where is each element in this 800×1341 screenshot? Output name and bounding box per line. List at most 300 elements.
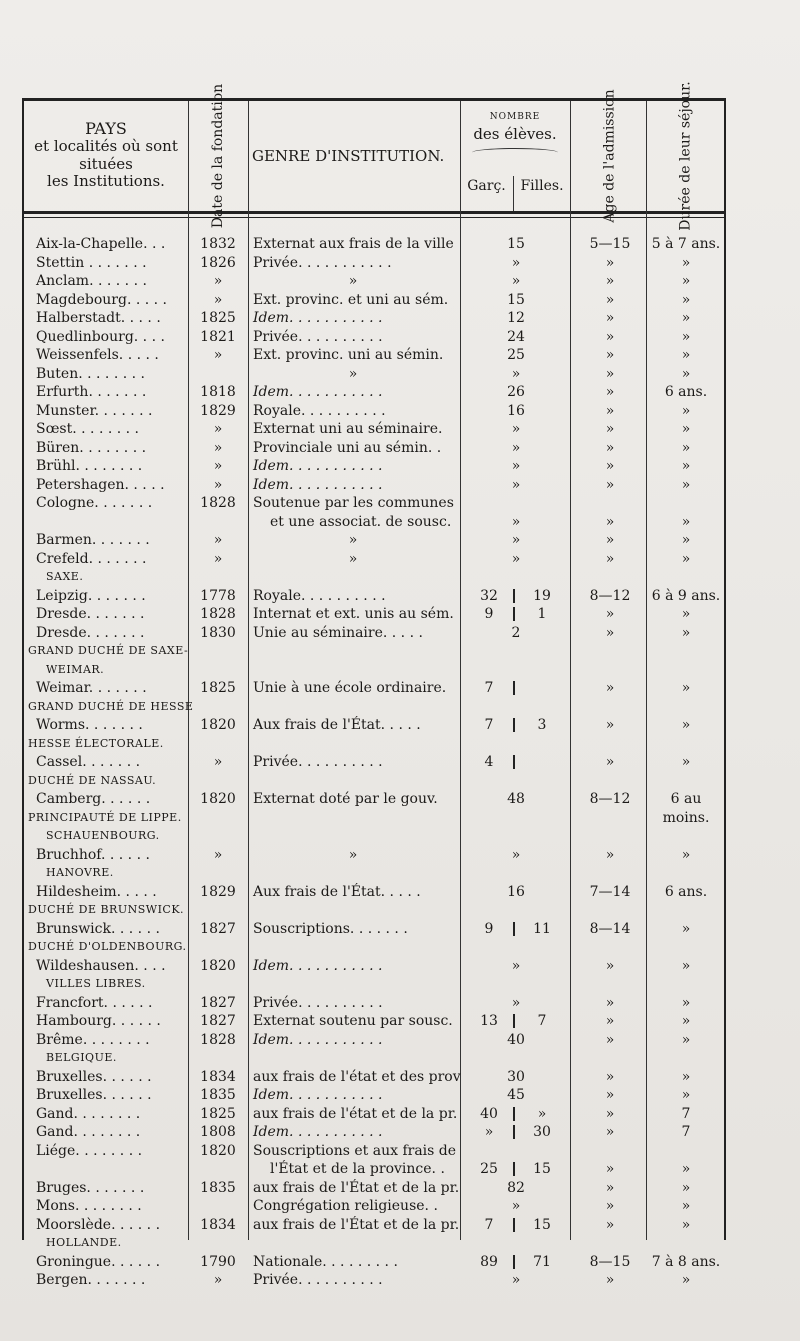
table-row <box>24 957 724 975</box>
age-cell: » <box>605 365 615 382</box>
header-rule <box>24 211 724 214</box>
duration-cell: » <box>681 680 691 696</box>
pupil-count-cell: » <box>511 1198 521 1214</box>
pupil-count-cell: » <box>511 532 521 548</box>
genre-cell: Privée. . . . . . . . . . <box>253 994 383 1011</box>
genre-cell: Privée. . . . . . . . . . . <box>253 254 392 271</box>
place-cell: Cassel. . . . . . . <box>36 754 141 770</box>
header-date: Date de la fondation <box>210 83 226 229</box>
age-cell: 5—15 <box>589 236 631 252</box>
table-row <box>24 402 724 420</box>
region-heading-row <box>24 642 724 660</box>
region-heading-row <box>24 698 724 716</box>
duration-cell: » <box>681 310 691 326</box>
date-cell: 1828 <box>200 495 236 511</box>
genre-cell: Externat uni au séminaire. <box>253 421 443 437</box>
duration-cell: » <box>681 421 691 437</box>
region-heading: DUCHÉ DE BRUNSWICK. <box>28 903 185 916</box>
date-cell: » <box>213 347 223 363</box>
date-cell: » <box>213 476 223 493</box>
header-pays <box>24 120 188 190</box>
region-heading: SCHAUENBOURG. <box>46 829 160 842</box>
girls-count-cell: » <box>537 1105 547 1122</box>
age-cell: » <box>605 957 615 974</box>
genre-cell: Royale. . . . . . . . . . <box>253 587 386 604</box>
pupil-count-cell: 25 <box>507 347 525 363</box>
region-heading-row <box>24 827 724 845</box>
date-cell: 1834 <box>200 1068 236 1085</box>
age-cell: » <box>605 254 615 271</box>
age-cell: » <box>605 1105 615 1122</box>
region-heading: HESSE ÉLECTORALE. <box>28 736 164 750</box>
age-cell: » <box>605 754 615 770</box>
pupil-count-cell: 48 <box>507 791 525 807</box>
table-row <box>24 1253 724 1271</box>
region-heading: WEIMAR. <box>46 662 105 676</box>
table-row <box>24 476 724 494</box>
genre-cell: aux frais de l'État et de la pr. <box>253 1216 460 1233</box>
girls-count-cell: 30 <box>533 1124 551 1140</box>
date-cell: 1827 <box>200 1013 236 1029</box>
age-cell: » <box>605 1272 615 1288</box>
table-row <box>24 494 724 512</box>
region-heading-row <box>24 772 724 790</box>
place-cell: Hambourg. . . . . . <box>36 1013 161 1029</box>
age-cell: » <box>605 402 615 419</box>
duration-cell: » <box>681 1013 691 1029</box>
duration-cell: » <box>681 1087 691 1103</box>
girls-count-cell: 1 <box>537 606 547 622</box>
date-cell: 1821 <box>200 328 236 345</box>
duration-cell: » <box>681 1068 691 1085</box>
table-row <box>24 716 724 734</box>
date-cell: 1808 <box>200 1124 236 1140</box>
genre-cell: Royale. . . . . . . . . . <box>253 402 386 419</box>
duration-cell: » <box>681 273 691 289</box>
pupil-count-cell: » <box>511 994 521 1011</box>
date-cell: 1828 <box>200 1031 236 1048</box>
pupil-count-cell: » <box>511 476 521 493</box>
table-row <box>24 753 724 771</box>
table-row <box>24 272 724 290</box>
table-row <box>24 420 724 438</box>
count-separator <box>513 718 515 732</box>
pupil-count-cell: 82 <box>507 1179 525 1196</box>
genre-cell: » <box>348 550 358 567</box>
institutions-table <box>22 81 726 1288</box>
header-nombre-sub: des élèves. <box>473 125 557 143</box>
table-row <box>24 309 724 327</box>
place-cell: Cologne. . . . . . . <box>36 495 153 511</box>
pupil-count-cell: 12 <box>507 310 525 326</box>
duration-cell: » <box>681 717 691 733</box>
duration-cell: » <box>681 994 691 1011</box>
duration-cell: » <box>681 402 691 419</box>
count-separator <box>513 589 515 603</box>
age-cell: » <box>605 310 615 326</box>
count-separator <box>513 1218 515 1232</box>
pupil-count-cell: » <box>511 421 521 437</box>
place-cell: Buten. . . . . . . . <box>36 365 145 382</box>
place-cell: Moorslède. . . . . . <box>36 1216 161 1233</box>
region-heading-row <box>24 661 724 679</box>
genre-cell: l'État et de la province. . <box>270 1161 445 1177</box>
place-cell: Francfort. . . . . . <box>36 994 153 1011</box>
count-separator <box>513 607 515 621</box>
table-row <box>24 1105 724 1123</box>
date-cell: 1825 <box>200 1105 236 1122</box>
boys-count-cell: 40 <box>480 1105 498 1122</box>
region-heading-row <box>24 1049 724 1067</box>
girls-count-cell: 19 <box>533 587 551 604</box>
genre-cell: Idem. . . . . . . . . . . <box>253 476 383 493</box>
duration-cell: 5 à 7 ans. <box>651 236 721 252</box>
table-row <box>24 624 724 642</box>
pupil-count-cell: 30 <box>507 1068 525 1085</box>
pupil-count-cell: » <box>511 365 521 382</box>
duration-cell: » <box>681 347 691 363</box>
duration-cell: 6 ans. <box>664 384 708 400</box>
duration-cell: » <box>681 532 691 548</box>
date-cell: 1820 <box>200 957 236 974</box>
place-cell: Magdebourg. . . . . <box>36 291 168 308</box>
pupil-count-cell: » <box>511 550 521 567</box>
header-rule-thin <box>24 217 724 218</box>
place-cell: Leipzig. . . . . . . <box>36 587 146 604</box>
duration-cell: » <box>681 291 691 308</box>
age-cell: » <box>605 1031 615 1048</box>
table-row <box>24 1216 724 1234</box>
age-cell: » <box>605 273 615 289</box>
count-separator <box>513 1125 515 1139</box>
age-cell: 8—12 <box>589 791 631 807</box>
count-separator <box>513 1255 515 1269</box>
table-row <box>24 1179 724 1197</box>
table-row <box>24 994 724 1012</box>
duration-cell: » <box>681 1216 691 1233</box>
place-cell: Bruxelles. . . . . . <box>36 1087 152 1103</box>
pupil-count-cell: » <box>511 254 521 271</box>
header-age: Age de l'admission <box>601 89 618 223</box>
date-cell: » <box>213 550 223 567</box>
table-row <box>24 383 724 401</box>
place-cell: Anclam. . . . . . . <box>36 273 147 289</box>
place-cell: Quedlinbourg. . . . <box>36 328 165 345</box>
header-pays-line: situées <box>79 154 133 173</box>
boys-count-cell: 13 <box>480 1013 498 1029</box>
pupil-count-cell: » <box>511 273 521 289</box>
age-cell: » <box>605 1087 615 1103</box>
duration-cell: » <box>681 1198 691 1214</box>
place-cell: Sœst. . . . . . . . <box>36 421 139 437</box>
date-cell: 1820 <box>200 1142 236 1159</box>
place-cell: Crefeld. . . . . . . <box>36 550 147 567</box>
place-cell: Liége. . . . . . . . <box>36 1142 143 1159</box>
duration-cell: » <box>681 624 691 641</box>
date-cell: 1834 <box>200 1216 236 1233</box>
genre-cell: aux frais de l'État et de la pr. <box>253 1179 460 1196</box>
header-duree: Durée de leur séjour. <box>677 81 694 231</box>
table-row <box>24 550 724 568</box>
place-cell: Weimar. . . . . . . <box>36 680 147 696</box>
boys-count-cell: 89 <box>480 1253 498 1270</box>
genre-cell: » <box>348 273 358 289</box>
age-cell: » <box>605 1013 615 1029</box>
age-cell: » <box>605 1216 615 1233</box>
pupil-count-cell: » <box>511 458 521 474</box>
table-row <box>24 605 724 623</box>
girls-count-cell: 7 <box>537 1013 547 1029</box>
duration-cell: 6 au <box>670 791 702 807</box>
boys-count-cell: 7 <box>484 717 494 733</box>
date-cell: » <box>213 439 223 456</box>
genre-cell: Souscriptions. . . . . . . <box>253 920 408 937</box>
table-row <box>24 1123 724 1141</box>
duration-cell: moins. <box>662 809 710 826</box>
genre-cell: Externat doté par le gouv. <box>253 791 438 807</box>
pupil-count-cell: 15 <box>507 291 525 308</box>
date-cell: 1825 <box>200 680 236 696</box>
age-cell: » <box>605 513 615 530</box>
place-cell: Bruges. . . . . . . <box>36 1179 145 1196</box>
age-cell: » <box>605 1161 615 1177</box>
boys-count-cell: 9 <box>484 606 494 622</box>
duration-cell: » <box>681 846 691 863</box>
genre-cell: Idem. . . . . . . . . . . <box>253 1124 383 1140</box>
region-heading-row <box>24 975 724 993</box>
table-row <box>24 457 724 475</box>
genre-cell: Privée. . . . . . . . . . <box>253 328 383 345</box>
age-cell: » <box>605 291 615 308</box>
age-cell: » <box>605 439 615 456</box>
date-cell: 1820 <box>200 791 236 807</box>
genre-cell: Unie à une école ordinaire. <box>253 680 447 696</box>
date-cell: 1828 <box>200 606 236 622</box>
header-nombre: NOMBRE <box>489 112 541 122</box>
duration-cell: » <box>681 328 691 345</box>
place-cell: Hildesheim. . . . . <box>36 883 157 900</box>
pupil-count-cell: 2 <box>511 624 521 641</box>
table-row <box>24 513 724 531</box>
table-row <box>24 346 724 364</box>
date-cell: » <box>213 291 223 308</box>
date-cell: » <box>213 273 223 289</box>
place-cell: Bergen. . . . . . . <box>36 1272 146 1288</box>
place-cell: Munster. . . . . . . <box>36 402 153 419</box>
date-cell: 1827 <box>200 994 236 1011</box>
genre-cell: » <box>348 365 358 382</box>
age-cell: » <box>605 384 615 400</box>
age-cell: » <box>605 532 615 548</box>
header-brace <box>472 148 558 157</box>
duration-cell: » <box>681 606 691 622</box>
table-row <box>24 365 724 383</box>
region-heading: BELGIQUE. <box>46 1051 117 1064</box>
age-cell: » <box>605 846 615 863</box>
place-cell: Camberg. . . . . . <box>36 791 151 807</box>
place-cell: Dresde. . . . . . . <box>36 624 145 641</box>
boys-count-cell: 25 <box>480 1161 498 1177</box>
genre-cell: » <box>348 532 358 548</box>
genre-cell: Idem. . . . . . . . . . . <box>253 384 383 400</box>
table-row <box>24 1086 724 1104</box>
pupil-count-cell: 26 <box>507 384 525 400</box>
duration-cell: » <box>681 458 691 474</box>
header-pays-line: les Institutions. <box>47 171 165 190</box>
region-heading-row <box>24 1234 724 1252</box>
genre-cell: Idem. . . . . . . . . . . <box>253 1087 383 1103</box>
duration-cell: » <box>681 365 691 382</box>
genre-cell: Privée. . . . . . . . . . <box>253 754 383 770</box>
genre-cell: Aux frais de l'État. . . . . <box>253 883 421 900</box>
table-row <box>24 1271 724 1289</box>
table-row <box>24 291 724 309</box>
table-row <box>24 587 724 605</box>
age-cell: » <box>605 1198 615 1214</box>
region-heading-row <box>24 568 724 586</box>
date-cell: 1778 <box>200 587 236 604</box>
genre-cell: Souscriptions et aux frais de <box>253 1142 457 1159</box>
table-row <box>24 1012 724 1030</box>
region-heading: GRAND DUCHÉ DE SAXE- <box>28 644 189 657</box>
age-cell: » <box>605 1179 615 1196</box>
genre-cell: Nationale. . . . . . . . . <box>253 1253 398 1270</box>
pupil-count-cell: » <box>511 1272 521 1288</box>
genre-cell: Externat aux frais de la ville <box>253 236 454 252</box>
region-heading-row <box>24 938 724 956</box>
table-row <box>24 846 724 864</box>
place-cell: Bruchhof. . . . . . <box>36 846 150 863</box>
pupil-count-cell: » <box>511 439 521 456</box>
date-cell: » <box>213 1272 223 1288</box>
table-row <box>24 679 724 697</box>
genre-cell: » <box>348 846 358 863</box>
table-row <box>24 883 724 901</box>
place-cell: Aix-la-Chapelle. . . <box>36 236 166 252</box>
table-row <box>24 531 724 549</box>
age-cell: » <box>605 347 615 363</box>
header-garcons: Garç. <box>467 178 506 194</box>
date-cell: » <box>213 421 223 437</box>
duration-cell: » <box>681 550 691 567</box>
date-cell: 1820 <box>200 717 236 733</box>
header-genre: GENRE D'INSTITUTION. <box>252 147 445 165</box>
boys-count-cell: » <box>484 1124 494 1140</box>
genre-cell: Ext. provinc. uni au sémin. <box>253 347 444 363</box>
table-row <box>24 1197 724 1215</box>
place-cell: Wildeshausen. . . . <box>36 957 166 974</box>
genre-cell: aux frais de l'état et de la pr. <box>253 1105 458 1122</box>
date-cell: » <box>213 458 223 474</box>
region-heading: HOLLANDE. <box>46 1236 122 1249</box>
duration-cell: » <box>681 754 691 770</box>
age-cell: » <box>605 624 615 641</box>
header-pays-line: et localités où sont <box>34 137 178 156</box>
age-cell: » <box>605 717 615 733</box>
boys-count-cell: 32 <box>480 587 498 604</box>
girls-count-cell: 15 <box>533 1161 551 1177</box>
duration-cell: » <box>681 957 691 974</box>
date-cell: 1830 <box>200 624 236 641</box>
pupil-count-cell: 45 <box>507 1087 525 1103</box>
place-cell: Büren. . . . . . . . <box>36 439 147 456</box>
pupil-count-cell: » <box>511 513 521 530</box>
duration-cell: » <box>681 1179 691 1196</box>
region-heading: PRINCIPAUTÉ DE LIPPE. <box>28 810 182 824</box>
table-row <box>24 235 724 253</box>
pupil-count-cell: 16 <box>507 402 525 419</box>
boys-count-cell: 9 <box>484 920 494 937</box>
date-cell: 1829 <box>200 883 236 900</box>
age-cell: 8—12 <box>589 587 631 604</box>
place-cell: Dresde. . . . . . . <box>36 606 145 622</box>
genre-cell: Aux frais de l'État. . . . . <box>253 717 421 733</box>
genre-cell: Ext. provinc. et uni au sém. <box>253 291 449 308</box>
count-separator <box>513 922 515 936</box>
place-cell: Bruxelles. . . . . . <box>36 1068 152 1085</box>
date-cell: » <box>213 532 223 548</box>
age-cell: » <box>605 680 615 696</box>
duration-cell: 7 à 8 ans. <box>651 1253 721 1270</box>
pupil-count-cell: 24 <box>507 328 525 345</box>
place-cell: Gand. . . . . . . . <box>36 1105 141 1122</box>
age-cell: 7—14 <box>589 883 631 900</box>
age-cell: » <box>605 458 615 474</box>
age-cell: » <box>605 550 615 567</box>
age-cell: » <box>605 328 615 345</box>
region-heading: VILLES LIBRES. <box>46 977 146 990</box>
age-cell: » <box>605 994 615 1011</box>
genre-cell: Idem. . . . . . . . . . . <box>253 458 383 474</box>
date-cell: 1825 <box>200 310 236 326</box>
region-heading-row <box>24 901 724 919</box>
genre-cell: Idem. . . . . . . . . . . <box>253 957 383 974</box>
age-cell: 8—15 <box>589 1253 631 1270</box>
age-cell: » <box>605 421 615 437</box>
pupil-count-cell: » <box>511 846 521 863</box>
genre-cell: Provinciale uni au sémin. . <box>253 439 442 456</box>
duration-cell: » <box>681 439 691 456</box>
date-cell: 1832 <box>200 236 236 252</box>
date-cell: 1835 <box>200 1087 236 1103</box>
date-cell: 1827 <box>200 920 236 937</box>
genre-cell: Privée. . . . . . . . . . <box>253 1272 383 1288</box>
table-row <box>24 254 724 272</box>
pupil-count-cell: » <box>511 957 521 974</box>
date-cell: 1826 <box>200 254 236 271</box>
table-row <box>24 1142 724 1160</box>
girls-count-cell: 15 <box>533 1216 551 1233</box>
table-row <box>24 920 724 938</box>
boys-count-cell: 7 <box>484 680 494 696</box>
region-heading-row <box>24 864 724 882</box>
date-cell: » <box>213 846 223 863</box>
boys-count-cell: 7 <box>484 1216 494 1233</box>
genre-cell: Externat soutenu par sousc. <box>253 1013 453 1029</box>
age-cell: » <box>605 1124 615 1140</box>
place-cell: Erfurth. . . . . . . <box>36 384 147 400</box>
duration-cell: 7 <box>681 1124 691 1140</box>
age-cell: » <box>605 1068 615 1085</box>
genre-cell: Internat et ext. unis au sém. <box>253 606 454 622</box>
place-cell: Barmen. . . . . . . <box>36 532 150 548</box>
genre-cell: Congrégation religieuse. . <box>253 1198 438 1214</box>
place-cell: Groningue. . . . . . <box>36 1253 161 1270</box>
age-cell: » <box>605 606 615 622</box>
genre-cell: Soutenue par les communes <box>253 495 454 511</box>
girls-count-cell: 3 <box>537 717 547 733</box>
genre-cell: aux frais de l'état et des prov <box>253 1068 461 1085</box>
